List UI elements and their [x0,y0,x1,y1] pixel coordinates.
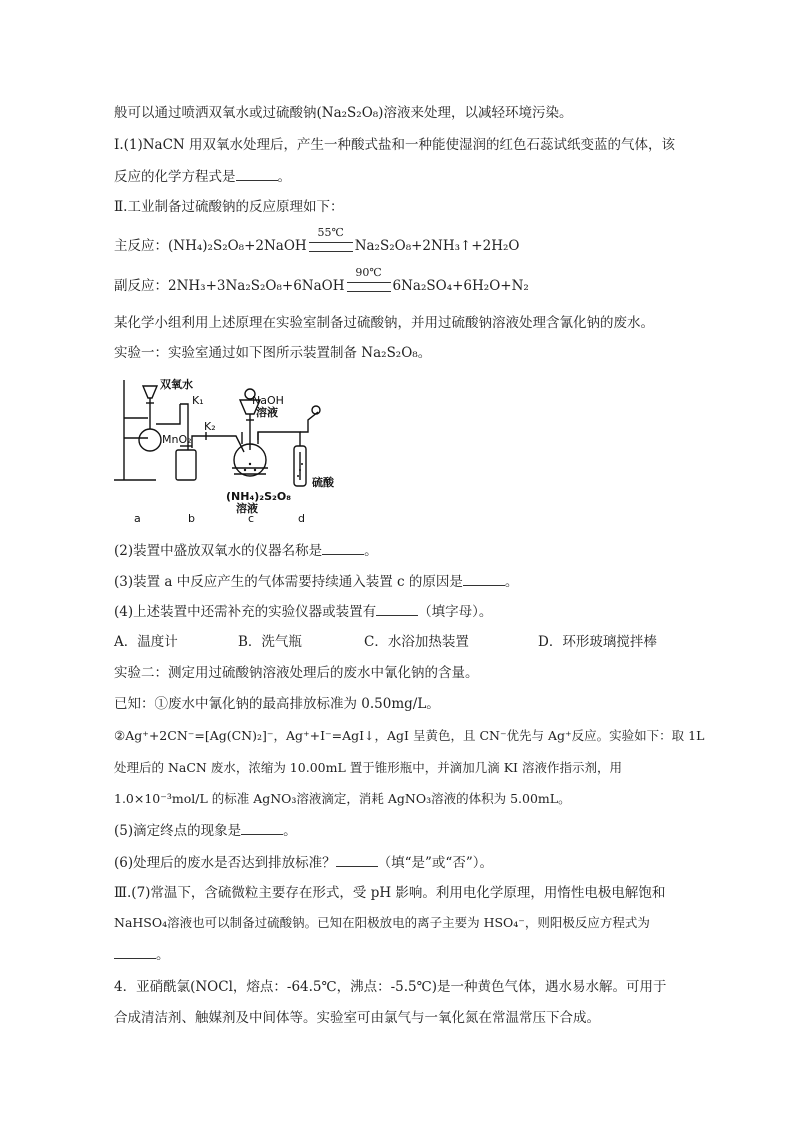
question-1: I.(1)NaCN 用双氧水处理后，产生一种酸式盐和一种能使湿润的红色石蕊试纸变蓝的气体，该 [114,137,676,153]
label-k2: K₂ [204,420,216,433]
answer-blank [463,571,505,586]
known-2: ②Ag⁺+2CN⁻=[Ag(CN)₂]⁻，Ag⁺+I⁻=AgI↓，AgI 呈黄色，且 CN⁻优先与 Ag⁺反应。实验如下：取 1L [114,728,705,743]
label-k1: K₁ [192,394,204,407]
option-b: B．洗气瓶 [238,634,302,650]
question-text: (2)装置中盛放双氧水的仪器名称是 [114,543,323,559]
answer-blank [322,540,364,555]
label-naoh: NaOH [252,394,284,407]
question-text: 。 [156,947,170,963]
equation-left: 主反应：(NH₄)₂S₂O₈+2NaOH [114,238,307,254]
question-text: (5)滴定终点的现象是 [114,823,242,839]
answer-blank [114,944,156,959]
reaction-condition [307,226,355,256]
question-3 [114,571,694,592]
side-reaction-equation [114,266,694,296]
question-text: （填字母）。 [418,604,493,620]
question-text: （填“是”或“否”）。 [377,855,493,871]
label-ammonium-persulfate: (NH₄)₂S₂O₈ [226,490,292,503]
condition-label: 90℃ [355,266,382,279]
text-line: 般可以通过喷洒双氧水或过硫酸钠(Na₂S₂O₈)溶液来处理，以减轻环境污染。 [114,105,573,121]
text-fragment: 。 [277,169,291,185]
apparatus-diagram [112,370,362,530]
answer-blank [336,852,378,867]
question-text: (4)上述装置中还需补充的实验仪器或装置有 [114,604,377,620]
equation-right: 6Na₂SO₄+6H₂O+N₂ [392,278,529,294]
question-text: (3)装置 a 中反应产生的气体需要持续通入装置 c 的原因是 [114,574,463,590]
option-a: A．温度计 [114,634,178,650]
experiment-2-heading: 实验二：测定用过硫酸钠溶液处理后的废水中氰化钠的含量。 [114,665,479,681]
option-d: D．环形玻璃搅拌棒 [538,634,657,650]
text-line: 合成清洁剂、触媒剂及中间体等。实验室可由氯气与一氧化氮在常温常压下合成。 [114,1010,600,1026]
text-line: 1.0×10⁻³mol/L 的标准 AgNO₃溶液滴定，消耗 AgNO₃溶液的体积为 5.00mL。 [114,791,571,806]
question-text: 。 [364,543,378,559]
answer-blank [236,166,278,181]
main-reaction-equation [114,226,694,256]
text-line: NaHSO₄溶液也可以制备过硫酸钠。已知在阳极放电的离子主要为 HSO₄⁻，则阳极反应方程式为 [114,915,650,930]
known-1: 已知：①废水中氰化钠的最高排放标准为 0.50mg/L。 [114,696,440,712]
label-d: d [298,512,305,525]
label-c: c [248,512,255,525]
text-line: 处理后的 NaCN 废水，浓缩为 10.00mL 置于锥形瓶中，并滴加几滴 KI 溶液作指示剂，用 [114,760,622,775]
text-line [114,944,694,965]
question-2 [114,540,694,561]
text-fragment: 反应的化学方程式是 [114,169,236,185]
label-salt-solution: 溶液 [236,502,258,515]
label-b: b [188,512,195,525]
answer-blank [376,601,418,616]
text-line [114,166,694,187]
label-hydrogen-peroxide: 双氧水 [160,378,193,391]
question-5 [114,820,694,841]
option-c: C．水浴加热装置 [364,634,469,650]
label-mno2: MnO₂ [162,433,192,446]
question-text: (6)处理后的废水是否达到排放标准？ [114,855,336,871]
equation-right: Na₂S₂O₈+2NH₃↑+2H₂O [354,238,520,254]
question-text: 。 [504,574,519,590]
label-sulfuric-acid: 硫酸 [312,476,334,489]
equation-left: 副反应：2NH₃+3Na₂S₂O₈+6NaOH [114,278,345,294]
problem-4: 4．亚硝酰氯(NOCl，熔点：-64.5℃，沸点：-5.5℃)是一种黄色气体，遇水易水解。可用于 [114,979,667,995]
section-heading: Ⅱ.工业制备过硫酸钠的反应原理如下： [114,199,344,215]
reaction-condition [345,266,393,296]
question-4 [114,601,694,622]
experiment-1-heading: 实验一：实验室通过如下图所示装置制备 Na₂S₂O₈。 [114,345,432,361]
answer-blank [241,820,283,835]
question-text: 。 [283,823,297,839]
label-a: a [134,512,141,525]
question-6 [114,852,694,873]
condition-label: 55℃ [317,226,344,239]
label-naoh-solution: 溶液 [256,406,278,419]
text-line: 某化学小组利用上述原理在实验室制备过硫酸钠，并用过硫酸钠溶液处理含氰化钠的废水。 [114,315,654,331]
question-7: Ⅲ.(7)常温下，含硫微粒主要存在形式，受 pH 影响。利用电化学原理，用惰性电极电解饱和 [114,885,666,901]
